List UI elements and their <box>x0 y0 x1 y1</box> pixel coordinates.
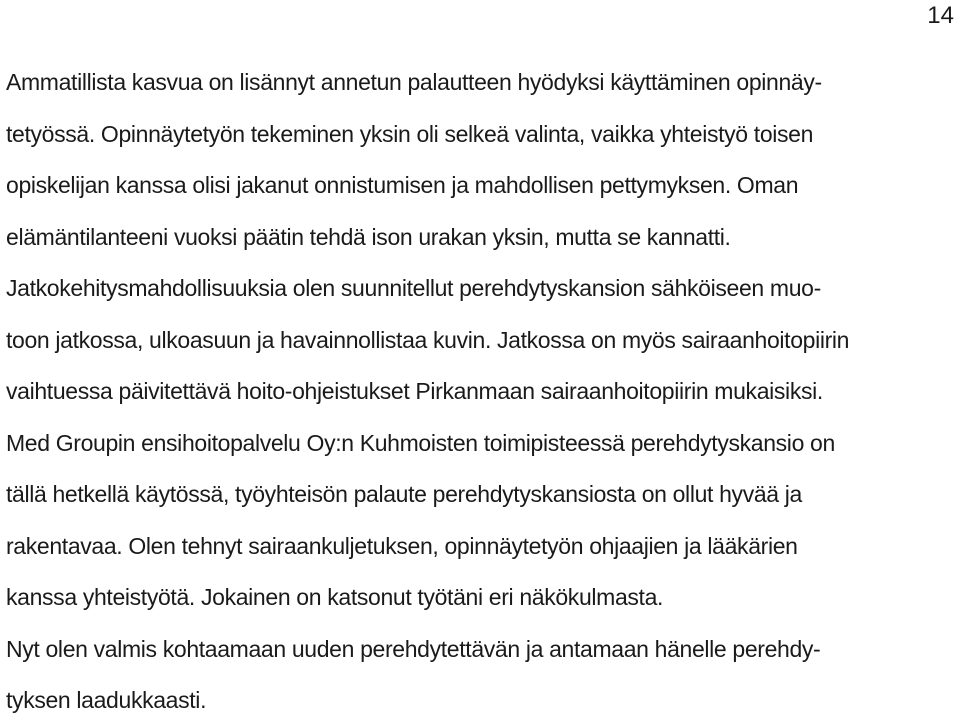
text-line: Jatkokehitysmahdollisuuksia olen suunnitellut perehdytyskansion sähköiseen muo- <box>6 275 821 301</box>
text-line: elämäntilanteeni vuoksi päätin tehdä ison urakan yksin, mutta se kannatti. <box>6 223 731 250</box>
text-line: kanssa yhteistyötä. Jokainen on katsonut työtäni eri näkökulmasta. <box>6 584 664 610</box>
text-line: toon jatkossa, ulkoasuun ja havainnollistaa kuvin. Jatkossa on myös sairaanhoitopiirin <box>6 326 850 353</box>
text-line: tetyössä. Opinnäytetyön tekeminen yksin oli selkeä valinta, vaikka yhteistyö toisen <box>6 120 814 147</box>
text-line: opiskelijan kanssa olisi jakanut onnistumisen ja mahdollisen pettymyksen. Oman <box>6 172 799 198</box>
text-line: Med Groupin ensihoitopalvelu Oy:n Kuhmoisten toimipisteessä perehdytyskansio on <box>6 429 835 456</box>
text-line: Ammatillista kasvua on lisännyt annetun palautteen hyödyksi käyttäminen opinnäy- <box>6 69 822 95</box>
text-line: tällä hetkellä käytössä, työyhteisön palaute perehdytyskansiosta on ollut hyvää ja <box>6 481 802 507</box>
body-text <box>6 57 956 727</box>
page-number: 14 <box>927 2 954 29</box>
text-line: rakentavaa. Olen tehnyt sairaankuljetuksen, opinnäytetyön ohjaajien ja lääkärien <box>6 532 798 559</box>
text-line: vaihtuessa päivitettävä hoito-ohjeistukset Pirkanmaan sairaanhoitopiirin mukaisiksi. <box>6 378 823 404</box>
text-line: tyksen laadukkaasti. <box>6 687 207 713</box>
text-line: Nyt olen valmis kohtaamaan uuden perehdytettävän ja antamaan hänelle perehdy- <box>6 635 821 662</box>
